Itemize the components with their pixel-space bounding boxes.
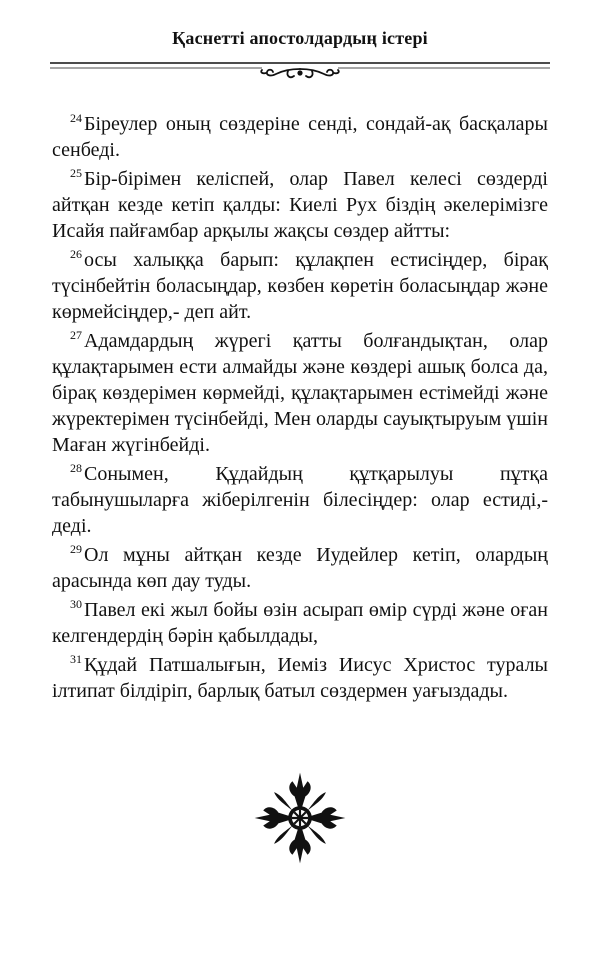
verse-text: Біреулер оның сөздеріне сенді, сондай-ақ басқалары сенбеді. — [52, 113, 548, 161]
verse-number: 25 — [70, 166, 82, 180]
verse-text: Ол мұны айтқан кезде Иудейлер кетіп, олардың арасында көп дау туды. — [52, 544, 548, 592]
verse-28 — [52, 461, 548, 539]
verse-list — [52, 111, 548, 707]
header-divider — [50, 60, 550, 94]
verse-26 — [52, 247, 548, 325]
verse-text: Сонымен, Құдайдың құтқарылуы пұтқа табынушыларға жіберілгенін білесіңдер: олар естиді,- деді. — [52, 463, 548, 537]
flourish-center-dot — [297, 70, 302, 75]
verse-text: осы халыққа барып: құлақпен естисіңдер, бірақ түсінбейтін боласыңдар, көзбен көретін боласыңдар және көрмейсіңдер,- деп айт. — [52, 249, 548, 323]
verse-24 — [52, 111, 548, 163]
verse-text: Бір-бірімен келіспей, олар Павел келесі сөздерді айтқан кезде кетіп қалды: Киелі Рух біздің әкелерімізге Исайя пайғамбар арқылы жақсы сөздер айтты: — [52, 168, 548, 242]
verse-number: 28 — [70, 461, 82, 475]
verse-number: 24 — [70, 111, 82, 125]
verse-number: 30 — [70, 597, 82, 611]
verse-number: 31 — [70, 652, 82, 666]
page-title: Қаснетті апостолдардың істері — [172, 28, 428, 48]
verse-number: 27 — [70, 328, 82, 342]
verse-27 — [52, 328, 548, 458]
verse-number: 29 — [70, 542, 82, 556]
verse-31 — [52, 652, 548, 704]
verse-text: Павел екі жыл бойы өзін асырап өмір сүрді және оған келгендердің бәрін қабылдады, — [52, 599, 548, 647]
verse-text: Адамдардың жүрегі қатты болғандықтан, олар құлақтарымен ести алмайды және көздері ашық болса да, бірақ көздерімен көрмейді, құлақтарымен естімейді және жүректерімен түсінбейді, Мен оларды сауықтыруым үшін Маған жүгінбейді. — [52, 330, 548, 456]
verse-text: Құдай Патшалығын, Иеміз Иисус Христос туралы ілтипат білдіріп, барлық батыл сөздермен уағыздады. — [52, 654, 548, 702]
verse-25 — [52, 166, 548, 244]
cross-flower-icon — [246, 764, 354, 872]
verse-number: 26 — [70, 247, 82, 261]
verse-29 — [52, 542, 548, 594]
verse-30 — [52, 597, 548, 649]
